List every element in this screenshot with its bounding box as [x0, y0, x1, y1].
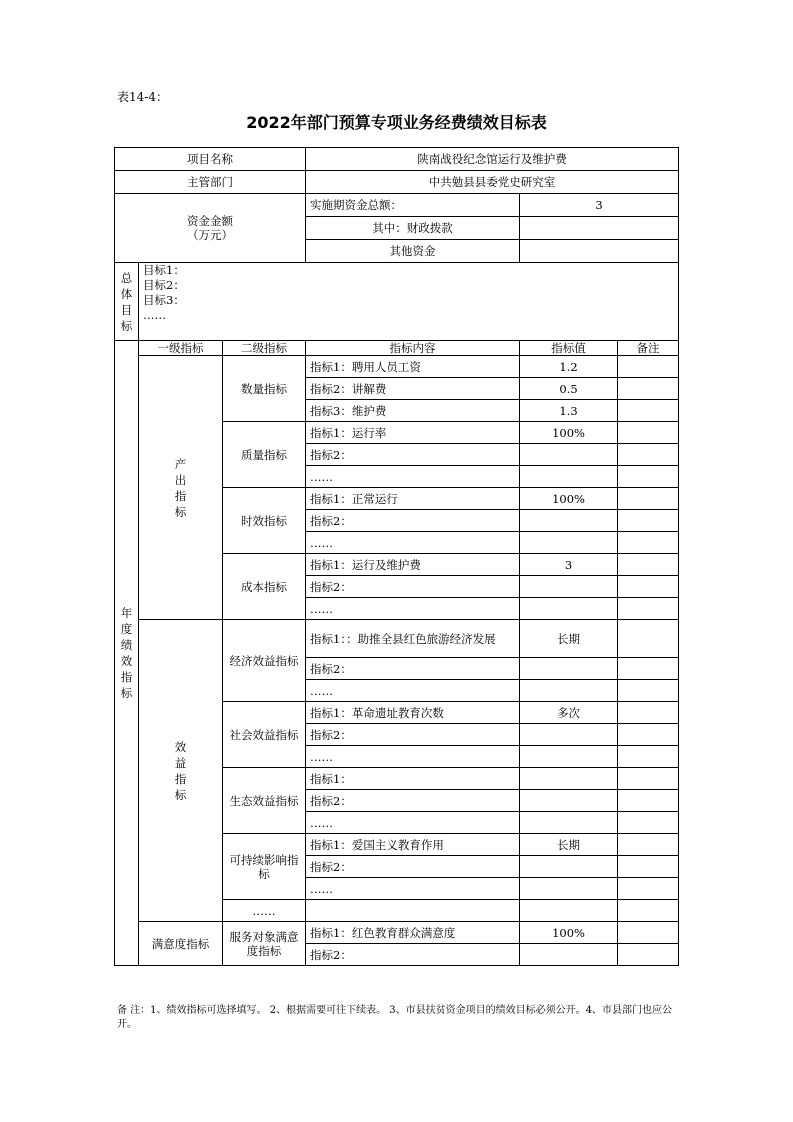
table-number: 表14-4： [117, 90, 168, 104]
indicator-value: 100% [520, 922, 618, 944]
indicator-content: …… [306, 680, 520, 702]
goal-line: 目标2： [143, 278, 185, 292]
service-satisfaction-label: 服务对象满意度指标 [223, 922, 306, 966]
indicator-content: 指标1：爱国主义教育作用 [306, 834, 520, 856]
indicator-note [618, 702, 679, 724]
indicator-note [618, 422, 679, 444]
indicator-content: 指标1：运行率 [306, 422, 520, 444]
indicator-value [520, 466, 618, 488]
annual-indicator-label: 年 度 绩 效 指 标 [115, 341, 139, 966]
cost-indicator-label: 成本指标 [223, 554, 306, 620]
indicator-note [618, 658, 679, 680]
indicator-content: 指标2：讲解费 [306, 378, 520, 400]
indicator-value [520, 680, 618, 702]
indicator-content: 指标1：：助推全县红色旅游经济发展 [306, 620, 520, 658]
indicator-value: 1.3 [520, 400, 618, 422]
indicator-content: …… [306, 746, 520, 768]
indicator-content: …… [306, 466, 520, 488]
indicator-value [520, 510, 618, 532]
total-funds-value: 3 [520, 194, 679, 217]
other-funds-label: 其他资金 [306, 240, 520, 263]
indicator-content: 指标2： [306, 724, 520, 746]
indicator-note [618, 680, 679, 702]
indicator-content: 指标2： [306, 790, 520, 812]
quantity-indicator-label: 数量指标 [223, 356, 306, 422]
indicator-content: 指标1：正常运行 [306, 488, 520, 510]
indicator-note [618, 466, 679, 488]
indicator-value [520, 444, 618, 466]
funds-label-line2: （万元） [187, 228, 233, 242]
performance-target-table [114, 147, 679, 966]
indicator-content: 指标2： [306, 856, 520, 878]
indicator-note [618, 812, 679, 834]
indicator-value [520, 878, 618, 900]
indicator-note [618, 944, 679, 966]
indicator-content: 指标3：维护费 [306, 400, 520, 422]
indicator-value [520, 900, 618, 922]
fiscal-funds-label: 其中：财政拨款 [306, 217, 520, 240]
header-level1: 一级指标 [139, 341, 223, 356]
indicator-note [618, 532, 679, 554]
indicator-value [520, 746, 618, 768]
indicator-note [618, 900, 679, 922]
goal-line: 目标1： [143, 263, 185, 277]
indicator-content: 指标2： [306, 576, 520, 598]
timeliness-indicator-label: 时效指标 [223, 488, 306, 554]
indicator-content: 指标1：红色教育群众满意度 [306, 922, 520, 944]
overall-goal-label: 总 体 目 标 [115, 263, 139, 341]
indicator-value: 3 [520, 554, 618, 576]
dept-value: 中共勉县县委党史研究室 [306, 171, 679, 194]
project-name-label: 项目名称 [115, 148, 306, 171]
other-funds-value [520, 240, 679, 263]
goal-line: 目标3： [143, 293, 185, 307]
indicator-note [618, 598, 679, 620]
indicator-note [618, 576, 679, 598]
indicator-value [520, 768, 618, 790]
social-benefit-label: 社会效益指标 [223, 702, 306, 768]
benefit-indicator-label: 效 益 指 标 [139, 620, 223, 922]
indicator-note [618, 444, 679, 466]
indicator-content: …… [306, 598, 520, 620]
indicator-content [306, 900, 520, 922]
indicator-content: 指标1： [306, 768, 520, 790]
goal-line: …… [143, 308, 166, 322]
economic-benefit-label: 经济效益指标 [223, 620, 306, 702]
indicator-content: 指标2： [306, 510, 520, 532]
indicator-content: …… [306, 812, 520, 834]
funds-label [115, 194, 306, 263]
indicator-note [618, 834, 679, 856]
quality-indicator-label: 质量指标 [223, 422, 306, 488]
satisfaction-indicator-label: 满意度指标 [139, 922, 223, 966]
header-note: 备注 [618, 341, 679, 356]
indicator-note [618, 746, 679, 768]
indicator-value [520, 532, 618, 554]
sustainability-indicator-label: 可持续影响指标 [223, 834, 306, 900]
indicator-value [520, 944, 618, 966]
output-indicator-label: 产 出 指 标 [139, 356, 223, 620]
indicator-value [520, 856, 618, 878]
indicator-content: 指标1：革命遗址教育次数 [306, 702, 520, 724]
header-level2: 二级指标 [223, 341, 306, 356]
indicator-value [520, 724, 618, 746]
indicator-note [618, 356, 679, 378]
indicator-content: …… [306, 532, 520, 554]
benefit-extra-ellipsis: …… [223, 900, 306, 922]
indicator-value: 0.5 [520, 378, 618, 400]
indicator-value: 多次 [520, 702, 618, 724]
indicator-value [520, 658, 618, 680]
indicator-note [618, 400, 679, 422]
total-funds-label: 实施期资金总额： [306, 194, 520, 217]
indicator-content: 指标2： [306, 444, 520, 466]
header-value: 指标值 [520, 341, 618, 356]
funds-label-line1: 资金金额 [187, 214, 233, 228]
fiscal-funds-value [520, 217, 679, 240]
indicator-note [618, 620, 679, 658]
indicator-content: 指标1：运行及维护费 [306, 554, 520, 576]
indicator-note [618, 510, 679, 532]
indicator-content: 指标2： [306, 658, 520, 680]
indicator-content: 指标1：聘用人员工资 [306, 356, 520, 378]
indicator-value [520, 598, 618, 620]
indicator-note [618, 856, 679, 878]
overall-goals-text [139, 263, 679, 341]
project-name-value: 陕南战役纪念馆运行及维护费 [306, 148, 679, 171]
indicator-value [520, 576, 618, 598]
ecological-benefit-label: 生态效益指标 [223, 768, 306, 834]
indicator-content: …… [306, 878, 520, 900]
indicator-note [618, 724, 679, 746]
indicator-value: 1.2 [520, 356, 618, 378]
indicator-note [618, 378, 679, 400]
indicator-note [618, 554, 679, 576]
indicator-value: 长期 [520, 834, 618, 856]
document-title: 2022年部门预算专项业务经费绩效目标表 [246, 113, 547, 132]
footnote: 备 注：1、绩效指标可选择填写。 2、根据需要可往下续表。 3、市县扶贫资金项目的绩效目标必须公开。4、市县部门也应公开。 [117, 1005, 672, 1030]
indicator-content: 指标2： [306, 944, 520, 966]
indicator-note [618, 768, 679, 790]
indicator-note [618, 790, 679, 812]
indicator-value [520, 812, 618, 834]
dept-label: 主管部门 [115, 171, 306, 194]
indicator-value: 长期 [520, 620, 618, 658]
indicator-note [618, 922, 679, 944]
indicator-note [618, 878, 679, 900]
header-content: 指标内容 [306, 341, 520, 356]
indicator-value [520, 790, 618, 812]
indicator-value: 100% [520, 488, 618, 510]
indicator-value: 100% [520, 422, 618, 444]
indicator-note [618, 488, 679, 510]
